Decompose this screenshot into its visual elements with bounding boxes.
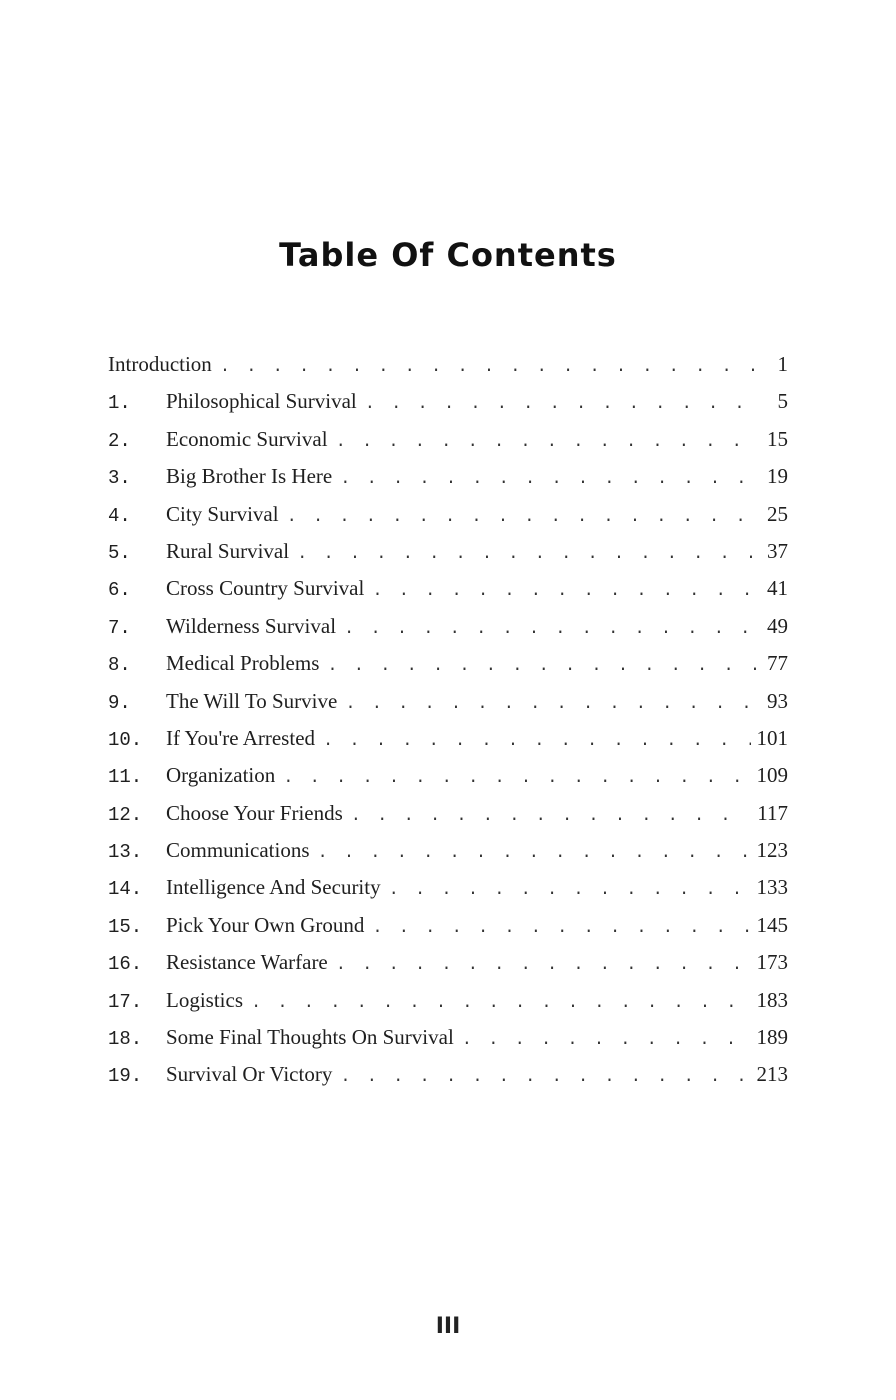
dot-leader <box>336 433 761 452</box>
page-title: Table Of Contents <box>279 236 617 274</box>
chapter-number: 18. <box>108 1028 143 1051</box>
dot-leader <box>372 919 750 938</box>
chapter-number: 3. <box>108 467 131 490</box>
chapter-page: 133 <box>756 875 788 900</box>
toc-entry <box>108 389 788 426</box>
chapter-number: 14. <box>108 878 143 901</box>
chapter-title: Logistics <box>166 987 243 1012</box>
dot-leader <box>344 620 761 639</box>
chapter-page: 41 <box>767 576 788 601</box>
toc-entry <box>108 689 788 726</box>
chapter-number: 12. <box>108 803 143 826</box>
dot-leader <box>283 769 750 788</box>
toc-entry <box>108 539 788 576</box>
toc-entry-introduction <box>108 352 788 389</box>
toc-entry <box>108 988 788 1025</box>
chapter-page: 123 <box>756 838 788 863</box>
chapter-page: 189 <box>756 1025 788 1050</box>
chapter-number: 13. <box>108 841 143 864</box>
toc-entry <box>108 502 788 539</box>
chapter-title: Rural Survival <box>166 538 290 563</box>
table-of-contents <box>108 352 788 1100</box>
toc-entry <box>108 913 788 950</box>
chapter-title: Communications <box>166 838 310 863</box>
chapter-title: The Will To Survive <box>166 688 338 713</box>
dot-leader <box>372 582 761 601</box>
chapter-page: 93 <box>767 688 788 713</box>
toc-entry <box>108 875 788 912</box>
toc-entry <box>108 950 788 987</box>
toc-entry <box>108 614 788 651</box>
chapter-number: 15. <box>108 915 143 938</box>
dot-leader <box>287 508 761 527</box>
chapter-number: 5. <box>108 541 131 564</box>
toc-entry <box>108 427 788 464</box>
dot-leader <box>323 732 750 751</box>
dot-leader <box>220 358 762 377</box>
dot-leader <box>297 545 761 564</box>
chapter-page: 49 <box>767 613 788 638</box>
chapter-number: 7. <box>108 616 131 639</box>
chapter-title: Pick Your Own Ground <box>166 912 365 937</box>
chapter-title: Some Final Thoughts On Survival <box>166 1025 454 1050</box>
toc-entry <box>108 726 788 763</box>
dot-leader <box>318 844 751 863</box>
chapter-number: 16. <box>108 953 143 976</box>
chapter-number: 6. <box>108 579 131 602</box>
toc-entry-page: 1 <box>777 352 788 376</box>
toc-entry <box>108 576 788 613</box>
toc-entry <box>108 1062 788 1099</box>
chapter-title: If You're Arrested <box>166 725 316 750</box>
chapter-title: Big Brother Is Here <box>166 464 333 489</box>
chapter-number: 9. <box>108 691 131 714</box>
chapter-title: City Survival <box>166 501 279 526</box>
chapter-page: 37 <box>767 538 788 563</box>
chapter-title: Wilderness Survival <box>166 613 337 638</box>
chapter-page: 109 <box>756 763 788 788</box>
toc-entry <box>108 838 788 875</box>
chapter-number: 10. <box>108 728 143 751</box>
chapter-page: 15 <box>767 426 788 451</box>
chapter-number: 4. <box>108 504 131 527</box>
chapter-number: 19. <box>108 1065 143 1088</box>
chapter-page: 5 <box>777 389 788 414</box>
dot-leader <box>389 881 751 900</box>
toc-entry <box>108 1025 788 1062</box>
chapter-number: 2. <box>108 429 131 452</box>
chapter-title: Organization <box>166 763 276 788</box>
chapter-number: 11. <box>108 766 143 789</box>
toc-entry <box>108 464 788 501</box>
chapter-title: Economic Survival <box>166 426 328 451</box>
dot-leader <box>351 807 751 826</box>
chapter-page: 145 <box>756 912 788 937</box>
chapter-number: 17. <box>108 990 143 1013</box>
dot-leader <box>340 1068 750 1087</box>
dot-leader <box>462 1031 751 1050</box>
chapter-page: 183 <box>756 987 788 1012</box>
chapter-title: Survival Or Victory <box>166 1062 333 1087</box>
chapter-page: 213 <box>756 1062 788 1087</box>
dot-leader <box>327 657 761 676</box>
toc-entry <box>108 651 788 688</box>
chapter-number: 1. <box>108 392 131 415</box>
page-folio: III <box>435 1314 461 1339</box>
chapter-title: Cross Country Survival <box>166 576 365 601</box>
chapter-title: Intelligence And Security <box>166 875 381 900</box>
dot-leader <box>251 994 751 1013</box>
chapter-number: 8. <box>108 654 131 677</box>
dot-leader <box>365 395 762 414</box>
toc-entry <box>108 801 788 838</box>
chapter-title: Choose Your Friends <box>166 800 343 825</box>
toc-entry-label: Introduction <box>108 352 212 376</box>
dot-leader <box>345 695 761 714</box>
dot-leader <box>336 956 751 975</box>
dot-leader <box>340 470 761 489</box>
chapter-title: Medical Problems <box>166 651 320 676</box>
chapter-page: 101 <box>756 725 788 750</box>
toc-entry <box>108 763 788 800</box>
chapter-title: Resistance Warfare <box>166 950 328 975</box>
chapter-title: Philosophical Survival <box>166 389 357 414</box>
chapter-page: 77 <box>767 651 788 676</box>
chapter-page: 173 <box>756 950 788 975</box>
chapter-page: 117 <box>757 800 788 825</box>
chapter-page: 19 <box>767 464 788 489</box>
chapter-page: 25 <box>767 501 788 526</box>
